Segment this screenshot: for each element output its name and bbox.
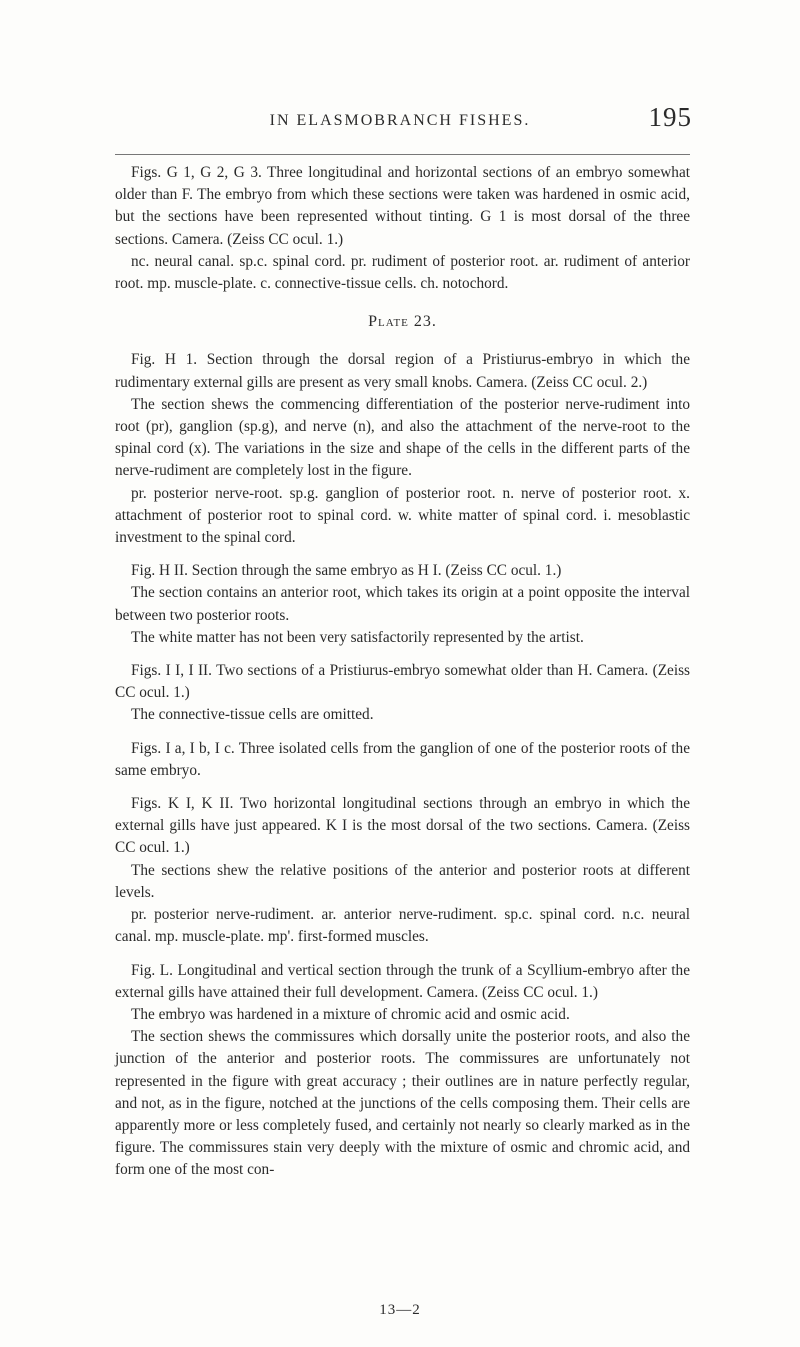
abbreviations-fig-h1: pr. posterior nerve-root. sp.g. ganglion of posterior root. n. nerve of posterior root. x. attachment of posterior root to spinal cord. w. white matter of spinal cord. i. mesoblastic investment to the spinal cord.: [115, 484, 690, 547]
paragraph-fig-h2-description: The section contains an anterior root, which takes its origin at a point opposite the interval between two posterior roots.: [115, 584, 690, 624]
paragraph-figs-i-cells: Figs. I a, I b, I c. Three isolated cells from the ganglion of one of the posterior roots of the same embryo.: [115, 739, 690, 779]
header-rule: [115, 154, 690, 155]
signature-mark: 13—2: [379, 1302, 421, 1318]
paragraph-fig-l: Fig. L. Longitudinal and vertical section through the trunk of a Scyllium-embryo after the external gills have attained their full development. Camera. (Zeiss CC ocul. 1.): [115, 961, 690, 1001]
paragraph-fig-h1: Fig. H 1. Section through the dorsal region of a Pristiurus-embryo in which the rudimentary external gills are present as very small knobs. Camera. (Zeiss CC ocul. 2.): [115, 351, 690, 391]
paragraph-figs-i: Figs. I I, I II. Two sections of a Pristiurus-embryo somewhat older than H. Camera. (Zeiss CC ocul. 1.): [115, 662, 690, 702]
abbreviations-figs-g: nc. neural canal. sp.c. spinal cord. pr. rudiment of posterior root. ar. rudiment of anterior root. mp. muscle-plate. c. connective-tissue cells. ch. notochord.: [115, 252, 690, 293]
paragraph-figs-g: Figs. G 1, G 2, G 3. Three longitudinal and horizontal sections of an embryo somewhat older than F. The embryo from which these sections were taken was hardened in osmic acid, but the sections have been represented without tinting. G 1 is most dorsal of the three sections. Camera. (Zeiss CC ocul. 1.): [115, 164, 690, 248]
paragraph-fig-l-hardening: The embryo was hardened in a mixture of chromic acid and osmic acid.: [131, 1005, 570, 1023]
paragraph-figs-k: Figs. K I, K II. Two horizontal longitudinal sections through an embryo in which the external gills have just appeared. K I is the most dorsal of the two sections. Camera. (Zeiss CC ocul. 1.): [115, 795, 690, 857]
paragraph-figs-i-note: The connective-tissue cells are omitted.: [131, 706, 374, 724]
running-head: IN ELASMOBRANCH FISHES.: [269, 112, 531, 129]
page-number: 195: [648, 102, 692, 132]
plate-heading: Plate 23.: [368, 313, 437, 331]
paragraph-figs-k-description: The sections shew the relative positions of the anterior and posterior roots at different levels.: [115, 861, 690, 901]
paragraph-fig-h2: Fig. H II. Section through the same embryo as H I. (Zeiss CC ocul. 1.): [131, 562, 562, 580]
paragraph-fig-h2-note: The white matter has not been very satisfactorily represented by the artist.: [131, 628, 584, 646]
body-text: [115, 162, 690, 1182]
abbreviations-figs-k: pr. posterior nerve-rudiment. ar. anterior nerve-rudiment. sp.c. spinal cord. n.c. neural canal. mp. muscle-plate. mp'. first-formed muscles.: [115, 906, 690, 946]
paragraph-fig-h1-description: The section shews the commencing differentiation of the posterior nerve-rudiment into root (pr), ganglion (sp.g), and nerve (n), and also the attachment of the nerve-root to the spinal cord (x). The variations in the size and shape of the cells in the different parts of the nerve-rudiment are completely lost in the figure.: [115, 395, 690, 480]
paragraph-fig-l-description: The section shews the commissures which dorsally unite the posterior roots, and also the junction of the anterior and posterior roots. The commissures are unfortunately not represented in the figure with great accuracy ; their outlines are in nature perfectly regular, and not, as in the figure, notched at the junctions of the cells composing them. Their cells are apparently more or less completely fused, and certainly not nearly so clearly marked as in the figure. The commissures stain very deeply with the mixture of osmic and chromic acid, and form one of the most con-: [115, 1028, 690, 1179]
